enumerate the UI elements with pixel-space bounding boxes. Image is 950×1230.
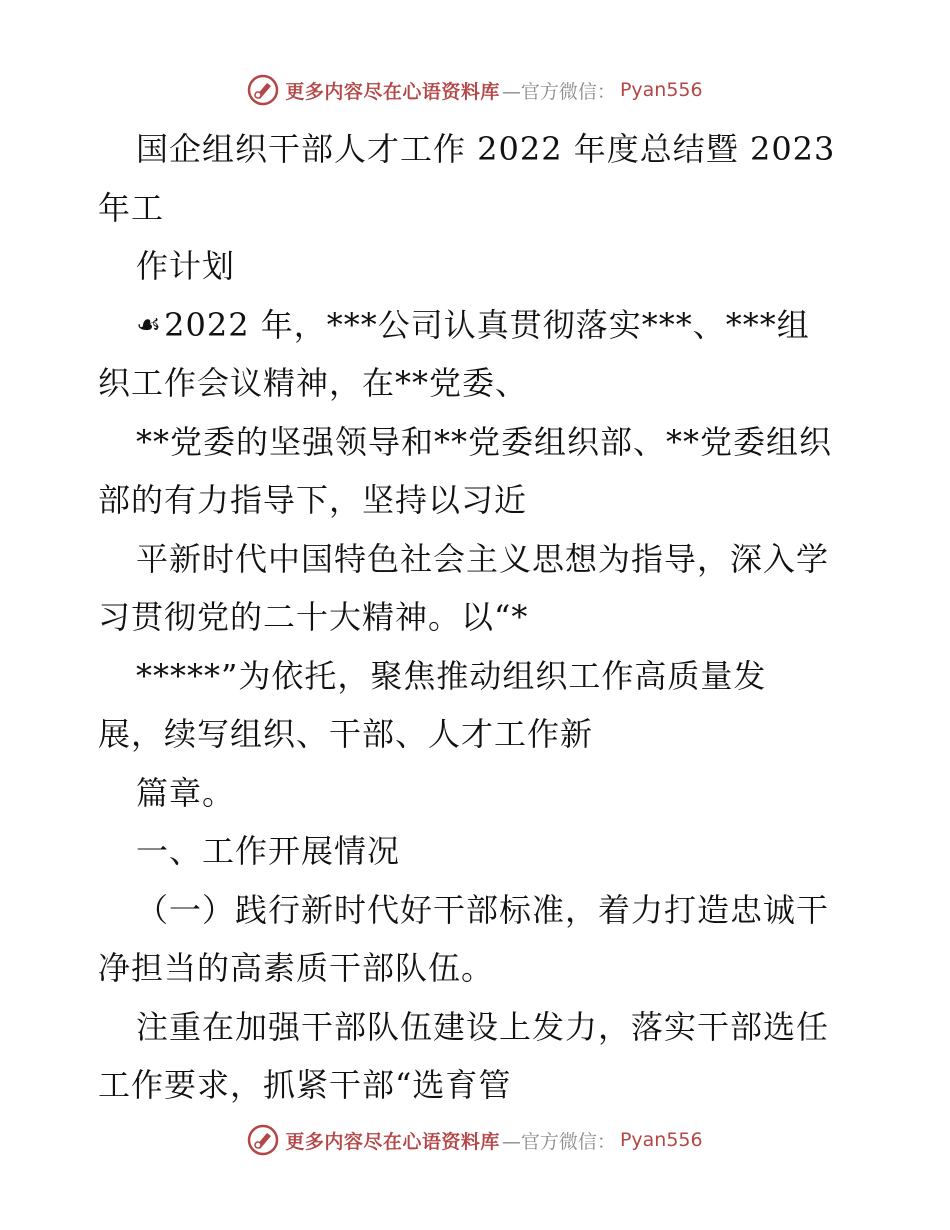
text-line [98,179,858,238]
watermark-dash-text: —官方微信： [501,1130,616,1153]
text-line [98,764,858,823]
text-line [98,471,858,530]
text-line [98,354,858,413]
header-watermark [0,70,950,110]
watermark-id-text: Pyan556 [619,1129,703,1151]
watermark-id-text: Pyan556 [619,79,703,101]
text-line [98,998,858,1057]
text-line [98,296,858,355]
text-line [98,413,858,472]
text-line [98,120,858,179]
text-line-content: 展，续写组织、干部、人才工作新 [98,715,594,753]
text-line-content: 篇章。 [136,773,236,812]
text-line-content: 一、工作开展情况 [136,832,401,870]
text-line-content: 织工作会议精神，在**党委、 [98,364,529,402]
text-line [98,647,858,706]
text-line [98,881,858,940]
text-line-content: 部的有力指导下，坚持以习近 [98,481,528,519]
text-line-content: 年工 [98,188,165,227]
text-line-content: 作计划 [136,247,236,285]
text-line-content: （一）践行新时代好干部标准，着力打造忠诚干 [136,890,830,929]
text-line-content: *****”为依托，聚焦推动组织工作高质量发 [136,656,767,695]
document-body [98,120,858,1115]
brand-logo-icon [247,74,279,106]
text-line [98,822,858,881]
text-line-content: 2022 年，***公司认真贯彻落实***、***组 [164,305,810,344]
watermark-main-text: 更多内容尽在心语资料库 [285,1130,500,1153]
text-line-content: 习贯彻党的二十大精神。以“* [98,598,529,636]
text-line-content: 工作要求，抓紧干部“选育管 [98,1066,512,1104]
ornament-icon: ☙ [136,307,163,341]
text-line [98,530,858,589]
text-line-content: 净担当的高素质干部队伍。 [98,949,495,987]
text-line [98,1056,858,1115]
text-line [98,939,858,998]
text-line [98,588,858,647]
text-line [98,237,858,296]
text-line [98,705,858,764]
text-line-content: 注重在加强干部队伍建设上发力，落实干部选任 [136,1007,830,1046]
watermark-dash-text: —官方微信： [501,80,616,103]
footer-watermark [0,1120,950,1160]
brand-logo-icon [247,1124,279,1156]
watermark-main-text: 更多内容尽在心语资料库 [285,80,500,103]
text-line-content: **党委的坚强领导和**党委组织部、**党委组织 [136,422,833,461]
text-line-content: 国企组织干部人才工作 2022 年度总结暨 2023 [136,130,836,168]
text-line-content: 平新时代中国特色社会主义思想为指导，深入学 [136,539,830,578]
